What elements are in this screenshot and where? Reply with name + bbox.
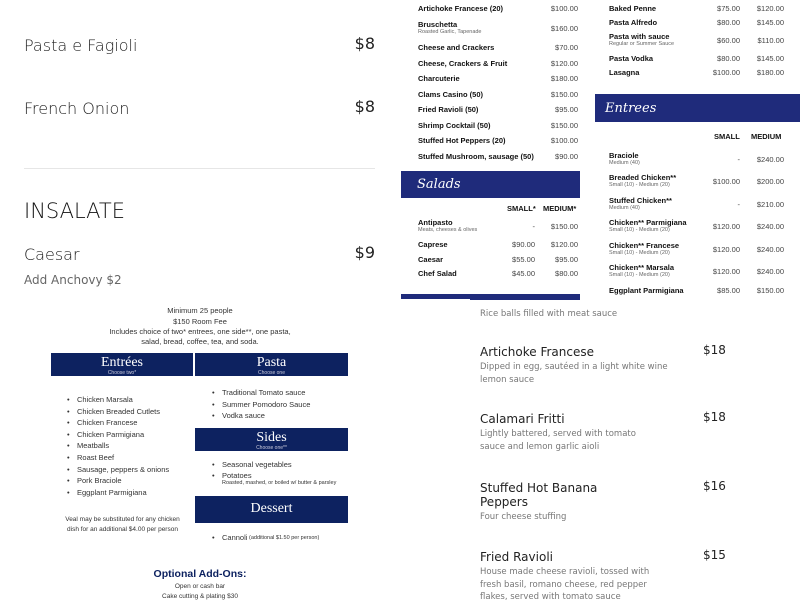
small-price: $100.00	[712, 68, 740, 77]
package-info: $150 Room Fee	[173, 317, 227, 326]
menu-item-note: Add Anchovy $2	[24, 273, 122, 287]
catering-item-price: $120.00	[550, 59, 578, 68]
menu-item-name: Fried Ravioli	[480, 550, 553, 564]
menu-item-price: $16	[703, 479, 726, 493]
divider	[24, 168, 375, 169]
salads-header: Salads	[401, 171, 580, 198]
list-item: • Chicken Marsala	[77, 395, 133, 404]
catering-item-name: Clams Casino (50)	[418, 90, 484, 99]
list-item-note: Roasted, mashed, or boiled w/ butter & parsley	[222, 480, 337, 486]
medium-price: $210.00	[756, 200, 784, 209]
medium-price: $180.00	[756, 68, 784, 77]
small-price: $60.00	[717, 36, 740, 45]
catering-item-desc: Meats, cheeses & olives	[418, 227, 478, 233]
list-item: • Chicken Parmigiana	[77, 430, 144, 439]
menu-item-name: Artichoke Francese	[480, 345, 594, 359]
catering-item-name: Caprese	[418, 240, 448, 249]
catering-item-name: Artichoke Francese (20)	[418, 4, 504, 13]
small-price: $75.00	[717, 4, 740, 13]
catering-item-name: Chicken** Francese	[609, 241, 680, 250]
small-price: $100.00	[712, 177, 740, 186]
catering-item-name: Bruschetta	[418, 20, 458, 29]
menu-item-name: Stuffed Hot Banana	[480, 481, 598, 495]
menu-item-name: Pasta e Fagioli	[24, 36, 138, 55]
catering-item-name: Shrimp Cocktail (50)	[418, 121, 491, 130]
medium-price: $240.00	[756, 155, 784, 164]
pasta-band	[195, 353, 348, 376]
list-item: • Vodka sauce	[222, 411, 265, 420]
medium-price: $240.00	[756, 245, 784, 254]
addons-title: Optional Add-Ons:	[153, 568, 247, 580]
medium-price: $145.00	[756, 54, 784, 63]
addon-item: Cake cutting & plating $30	[162, 593, 238, 600]
list-item: • Chicken Francese	[77, 418, 137, 427]
section-title: Sides	[256, 430, 287, 445]
catering-item-name: Pasta Vodka	[609, 54, 654, 63]
catering-item-name: Eggplant Parmigiana	[609, 286, 684, 295]
catering-item-name: Antipasto	[418, 218, 453, 227]
medium-price: $240.00	[756, 267, 784, 276]
package-info: Minimum 25 people	[167, 306, 233, 315]
medium-column-header: MEDIUM	[751, 132, 782, 141]
medium-price: $110.00	[757, 36, 784, 45]
catering-item-name: Chef Salad	[418, 269, 457, 278]
catering-item-desc: Small (10) - Medium (20)	[609, 182, 670, 188]
list-item: • Roast Beef	[77, 453, 114, 462]
catering-item-name: Cheese, Crackers & Fruit	[418, 59, 508, 68]
menu-item-desc: Lightly battered, served with tomato	[480, 429, 636, 439]
small-price: $120.00	[712, 245, 740, 254]
catering-item-name: Lasagna	[609, 68, 640, 77]
catering-item-price: $150.00	[550, 121, 578, 130]
dessert-band	[195, 496, 348, 523]
list-item: • Traditional Tomato sauce	[222, 388, 305, 397]
list-item: • Potatoes	[222, 471, 252, 480]
small-price: $120.00	[712, 222, 740, 231]
list-item: • Sausage, peppers & onions	[77, 465, 169, 474]
small-price: -	[532, 222, 535, 231]
catering-item-desc: Small (10) - Medium (20)	[609, 250, 670, 256]
medium-price: $80.00	[555, 269, 578, 278]
catering-item-desc: Small (10) - Medium (20)	[609, 227, 670, 233]
catering-item-name: Chicken** Parmigiana	[609, 218, 687, 227]
veal-note: Veal may be substituted for any chicken	[65, 516, 180, 523]
list-item: • Pork Braciole	[77, 476, 122, 485]
catering-item-price: $100.00	[550, 4, 578, 13]
section-subtitle: Choose two*	[107, 370, 137, 376]
catering-item-name: Braciole	[609, 151, 639, 160]
menu-item-name: French Onion	[24, 99, 130, 118]
menu-item-name: Peppers	[480, 495, 528, 509]
menu-item-name: Calamari Fritti	[480, 412, 565, 426]
small-price: $80.00	[717, 18, 740, 27]
menu-item-price: $9	[354, 243, 375, 262]
small-column-header: SMALL*	[507, 204, 536, 213]
catering-item-name: Fried Ravioli (50)	[418, 105, 479, 114]
medium-price: $240.00	[756, 222, 784, 231]
medium-price: $150.00	[550, 222, 578, 231]
small-price: $120.00	[712, 267, 740, 276]
list-item: • Cannoli	[222, 533, 247, 542]
menu-item-desc: Rice balls filled with meat sauce	[480, 309, 618, 319]
catering-item-price: $90.00	[555, 152, 578, 161]
entrees-band	[51, 353, 193, 376]
menu-item-name: Caesar	[24, 245, 80, 264]
catering-item-name: Stuffed Hot Peppers (20)	[418, 136, 506, 145]
menu-item-price: $8	[354, 97, 375, 116]
list-item: • Summer Pomodoro Sauce	[222, 400, 310, 409]
catering-item-price: $160.00	[550, 24, 578, 33]
catering-item-price: $150.00	[550, 90, 578, 99]
small-price: $90.00	[512, 240, 535, 249]
menu-item-desc: flakes, served with tomato sauce	[480, 592, 621, 602]
section-title: Pasta	[256, 355, 287, 370]
small-price: $55.00	[512, 255, 535, 264]
catering-item-name: Pasta with sauce	[609, 32, 670, 41]
section-title: INSALATE	[24, 199, 126, 223]
small-price: $80.00	[717, 54, 740, 63]
section-title: Entrées	[101, 355, 143, 370]
list-item-note: (additional $1.50 per person)	[249, 535, 320, 541]
medium-price: $120.00	[550, 240, 578, 249]
small-price: $85.00	[717, 286, 740, 295]
medium-price: $150.00	[756, 286, 784, 295]
menu-item-price: $8	[354, 34, 375, 53]
section-subtitle: Choose one	[258, 370, 285, 376]
catering-item-price: $70.00	[555, 43, 578, 52]
catering-item-name: Chicken** Marsala	[609, 263, 675, 272]
package-info: salad, bread, coffee, tea, and soda.	[141, 337, 259, 346]
catering-item-name: Pasta Alfredo	[609, 18, 658, 27]
catering-item-name: Charcuterie	[418, 74, 460, 83]
section-title: Dessert	[250, 501, 293, 516]
menu-item-desc: House made cheese ravioli, tossed with	[480, 567, 650, 577]
small-price: -	[737, 155, 740, 164]
catering-item-name: Cheese and Crackers	[418, 43, 495, 52]
menu-item-price: $18	[703, 343, 726, 357]
menu-item-desc: Four cheese stuffing	[480, 512, 567, 522]
package-info: Includes choice of two* entrees, one side**, one pasta,	[109, 327, 291, 336]
catering-item-desc: Regular or Summer Sauce	[609, 41, 675, 47]
sides-band	[195, 428, 348, 451]
catering-item-desc: Roasted Garlic, Tapenade	[418, 29, 482, 35]
catering-item-desc: Medium (40)	[609, 160, 640, 166]
menu-item-desc: Dipped in egg, sautéed in a light white wine	[480, 362, 668, 372]
menu-item-desc: fresh basil, romano cheese, red pepper	[480, 579, 647, 590]
catering-item-price: $180.00	[550, 74, 578, 83]
list-item: • Seasonal vegetables	[222, 460, 292, 469]
small-price: $45.00	[512, 269, 535, 278]
menu-item-desc: sauce and lemon garlic aioli	[480, 441, 600, 452]
catering-item-name: Stuffed Mushroom, sausage (50)	[418, 152, 534, 161]
menu-item-price: $15	[703, 548, 726, 562]
menu-item-price: $18	[703, 410, 726, 424]
catering-item-name: Breaded Chicken**	[609, 173, 677, 182]
list-item: • Meatballs	[77, 441, 109, 450]
section-subtitle: Choose one**	[256, 445, 287, 451]
catering-item-name: Caesar	[418, 255, 444, 264]
list-item: • Eggplant Parmigiana	[77, 488, 147, 497]
addon-item: Open or cash bar	[174, 583, 226, 590]
medium-price: $95.00	[555, 255, 578, 264]
veal-note: dish for an additional $4.00 per person	[67, 526, 178, 533]
medium-price: $200.00	[756, 177, 784, 186]
small-price: -	[737, 200, 740, 209]
catering-item-name: Baked Penne	[609, 4, 657, 13]
section-band-partial	[470, 294, 580, 300]
catering-item-desc: Small (10) - Medium (20)	[609, 272, 670, 278]
catering-item-name: Stuffed Chicken**	[609, 196, 672, 205]
menu-item-desc: lemon sauce	[480, 374, 535, 385]
catering-item-price: $100.00	[550, 136, 578, 145]
medium-column-header: MEDIUM*	[543, 204, 577, 213]
small-column-header: SMALL	[714, 132, 740, 141]
list-item: • Chicken Breaded Cutlets	[77, 407, 160, 416]
medium-price: $120.00	[756, 4, 784, 13]
catering-item-desc: Medium (40)	[609, 205, 640, 211]
catering-item-price: $95.00	[555, 105, 578, 114]
medium-price: $145.00	[756, 18, 784, 27]
entrees-header: Entrees	[595, 94, 800, 122]
